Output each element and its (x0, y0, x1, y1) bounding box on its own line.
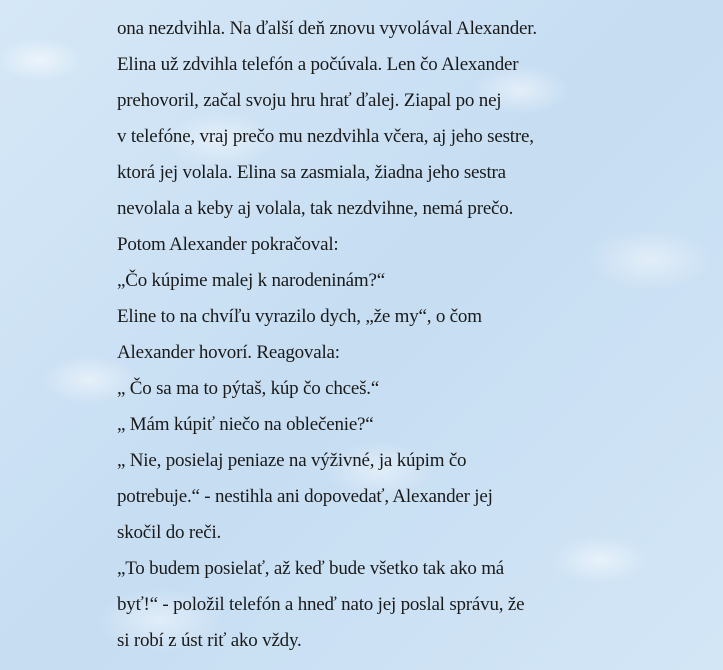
text-line-17: byť!“ - položil telefón a hneď nato jej poslal správu, že (117, 594, 525, 615)
text-line-14: potrebuje.“ - nestihla ani dopovedať, Alexander jej (117, 486, 493, 507)
text-line-4: v telefóne, vraj prečo mu nezdvihla včera, aj jeho sestre, (117, 126, 534, 147)
text-line-5: ktorá jej volala. Elina sa zasmiala, žiadna jeho sestra (117, 162, 506, 183)
text-line-18: si robí z úst riť ako vždy. (117, 630, 302, 651)
text-line-8: „Čo kúpime malej k narodeninám?“ (117, 270, 385, 291)
text-line-9: Eline to na chvíľu vyrazilo dych, „že my“, o čom (117, 306, 482, 327)
text-line-15: skočil do reči. (117, 522, 222, 543)
text-line-2: Elina už zdvihla telefón a počúvala. Len čo Alexander (117, 54, 519, 75)
text-line-3: prehovoril, začal svoju hru hrať ďalej. Ziapal po nej (117, 90, 502, 111)
text-line-12: „ Mám kúpiť niečo na oblečenie?“ (117, 414, 374, 435)
text-line-13: „ Nie, posielaj peniaze na výživné, ja kúpim čo (117, 450, 467, 471)
text-line-16: „To budem posielať, až keď bude všetko tak ako má (117, 558, 505, 579)
text-line-1: ona nezdvihla. Na ďalší deň znovu vyvolával Alexander. (117, 18, 537, 39)
text-line-11: „ Čo sa ma to pýtaš, kúp čo chceš.“ (117, 378, 380, 399)
text-line-7: Potom Alexander pokračoval: (117, 234, 339, 255)
story-text (117, 11, 677, 659)
text-line-6: nevolala a keby aj volala, tak nezdvihne, nemá prečo. (117, 198, 514, 219)
text-line-10: Alexander hovorí. Reagovala: (117, 342, 340, 363)
